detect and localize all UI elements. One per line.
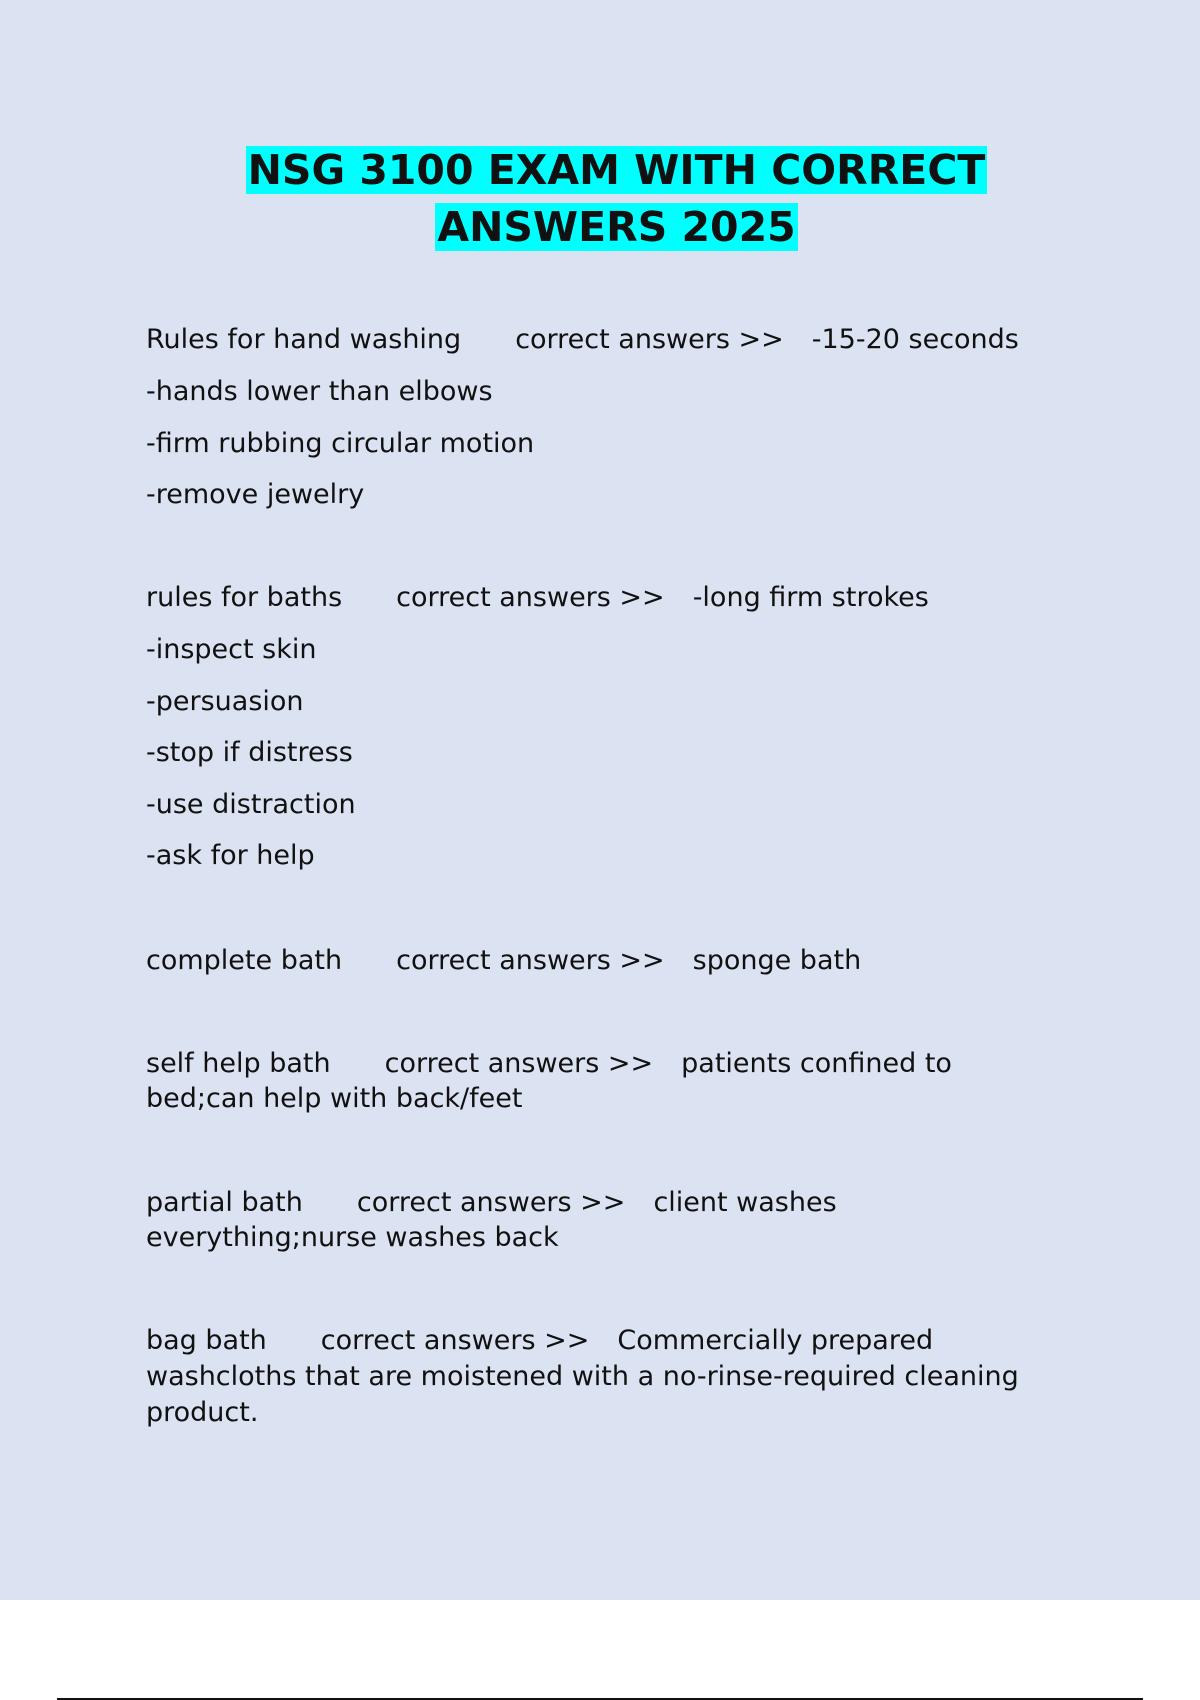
title-line-2: ANSWERS 2025	[437, 203, 796, 251]
qa-entry-self-help-bath	[146, 1046, 952, 1082]
qa-entry-hand-washing	[146, 322, 1019, 358]
entry-answer: sponge bath	[692, 945, 862, 976]
entry-term: partial bath	[146, 1187, 303, 1218]
answer-line: -use distraction	[146, 789, 356, 820]
qa-entry-bag-bath	[146, 1323, 933, 1359]
document-title	[0, 142, 1200, 256]
answer-marker: correct answers >>	[356, 1187, 626, 1218]
entry-term: Rules for hand washing	[146, 324, 462, 355]
entry-answer: -15-20 seconds	[811, 324, 1019, 355]
entry-answer: patients confined to	[681, 1048, 952, 1079]
title-line-1: NSG 3100 EXAM WITH CORRECT	[247, 146, 986, 194]
answer-line: -ask for help	[146, 840, 315, 871]
answer-continuation: bed;can help with back/feet	[146, 1083, 523, 1114]
answer-marker: correct answers >>	[515, 324, 784, 355]
entry-term: self help bath	[146, 1048, 331, 1079]
qa-entry-partial-bath	[146, 1185, 837, 1221]
answer-line: -firm rubbing circular motion	[146, 428, 535, 459]
answer-line: -inspect skin	[146, 634, 317, 665]
entry-answer: Commercially prepared	[617, 1325, 934, 1356]
answer-line: -stop if distress	[146, 737, 353, 768]
entry-term: rules for baths	[146, 582, 343, 613]
entry-answer: -long firm strokes	[692, 582, 929, 613]
answer-continuation: everything;nurse washes back	[146, 1222, 559, 1253]
entry-term: complete bath	[146, 945, 343, 976]
answer-line: -persuasion	[146, 686, 304, 717]
answer-marker: correct answers >>	[396, 945, 665, 976]
answer-marker: correct answers >>	[320, 1325, 590, 1356]
answer-line: -remove jewelry	[146, 479, 365, 510]
answer-continuation: washcloths that are moistened with a no-rinse-required cleaning product.	[146, 1361, 1019, 1428]
qa-entry-baths	[146, 580, 929, 616]
entry-answer: client washes	[653, 1187, 837, 1218]
qa-entry-complete-bath	[146, 943, 861, 979]
answer-line: -hands lower than elbows	[146, 376, 493, 407]
entry-term: bag bath	[146, 1325, 267, 1356]
answer-marker: correct answers >>	[384, 1048, 654, 1079]
answer-marker: correct answers >>	[396, 582, 665, 613]
